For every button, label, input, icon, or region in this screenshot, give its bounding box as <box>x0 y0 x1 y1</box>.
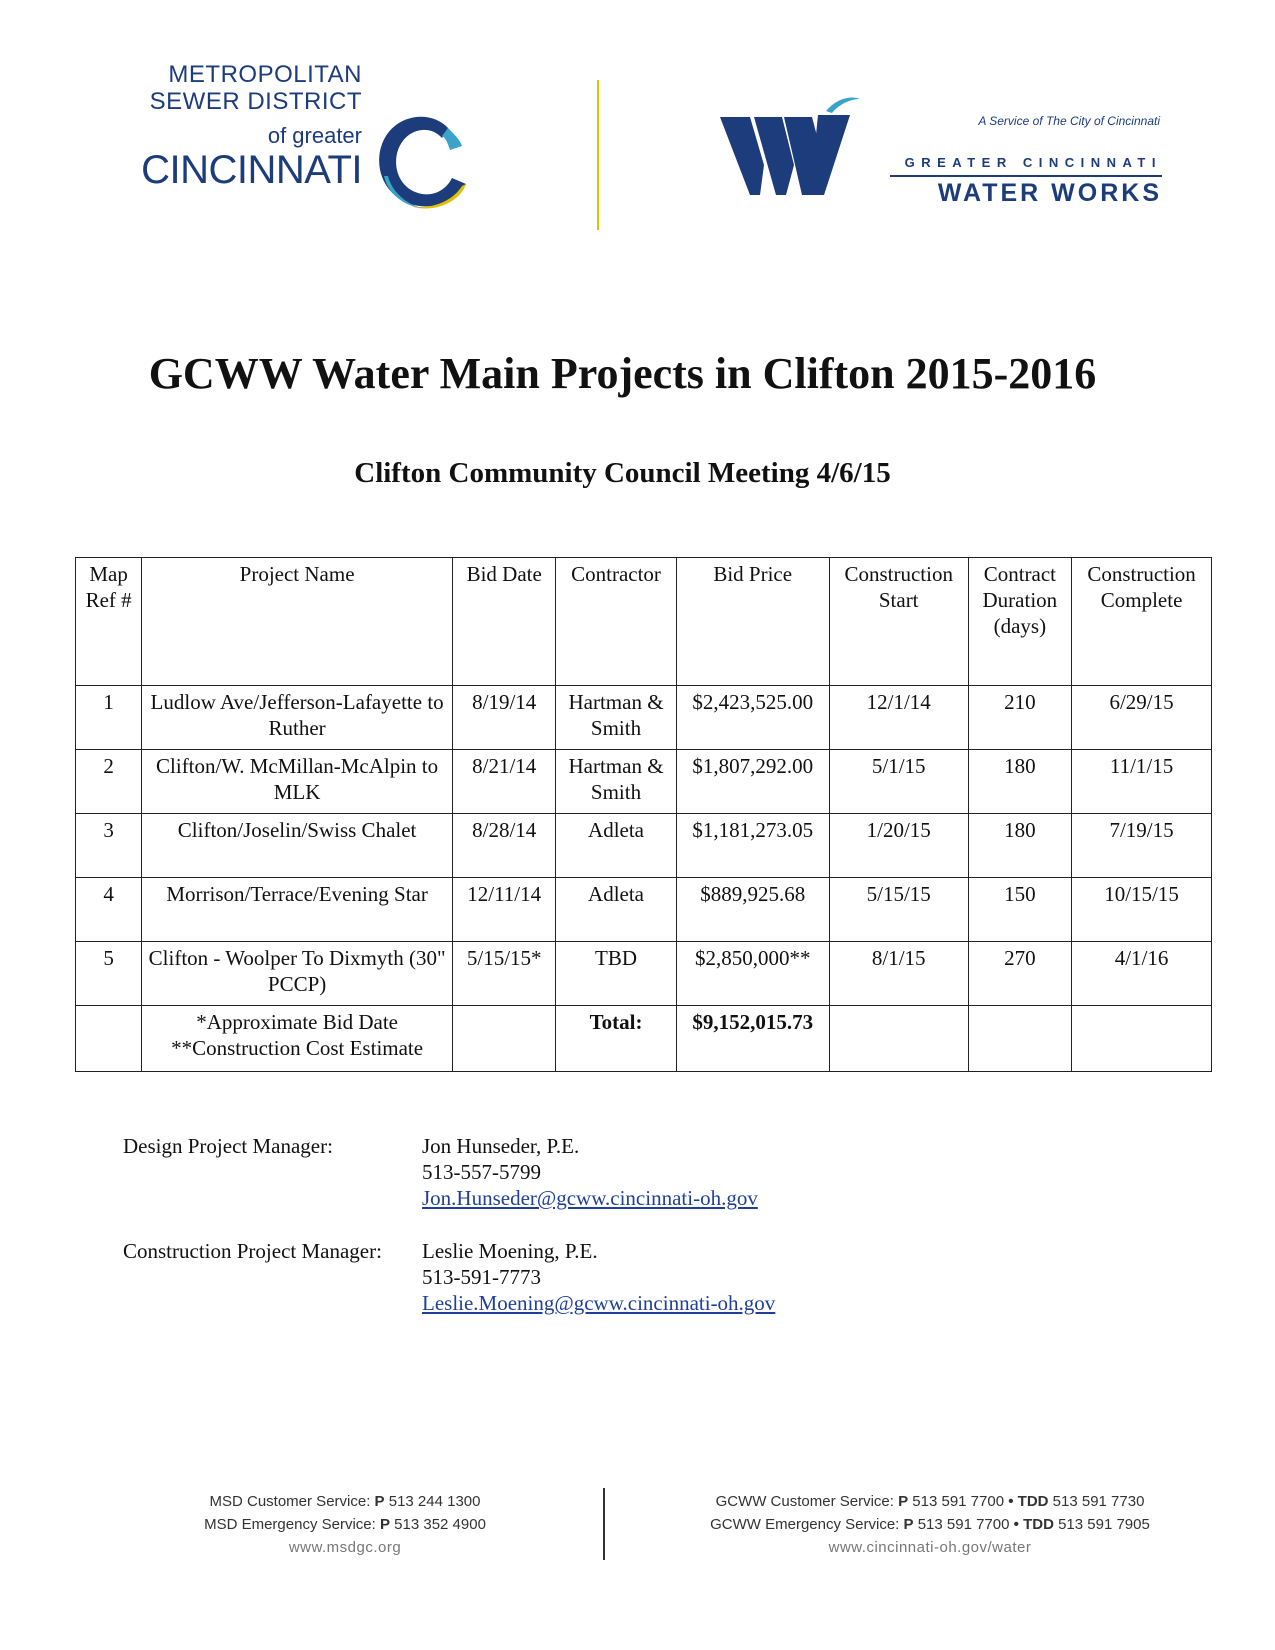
msd-c-swoosh-icon <box>370 106 470 216</box>
msd-customer-number: 513 244 1300 <box>388 1493 481 1510</box>
cell-bid-date: 12/11/14 <box>452 878 556 942</box>
cell-contract-duration: 180 <box>968 814 1072 878</box>
construction-manager-label: Construction Project Manager: <box>123 1239 382 1263</box>
construction-manager-email-link[interactable]: Leslie.Moening@gcww.cincinnati-oh.gov <box>422 1291 776 1315</box>
gcww-name-line2: WATER WORKS <box>937 179 1162 207</box>
msd-logo-line3: of greater <box>267 123 362 148</box>
cell-empty <box>76 1006 142 1072</box>
msd-website-link[interactable]: www.msdgc.org <box>288 1539 402 1556</box>
cell-project-name: Morrison/Terrace/Evening Star <box>142 878 453 942</box>
gcww-customer-service: GCWW Customer Service: P 513 591 7700 • TDD 513 591 7730 <box>715 1493 1145 1510</box>
header-construction-start: Construction Start <box>829 558 968 686</box>
msd-customer-p-label: P <box>374 1493 385 1510</box>
cell-construction-complete: 4/1/16 <box>1072 942 1212 1006</box>
design-manager-phone: 513-557-5799 <box>422 1160 541 1184</box>
msd-emergency-number: 513 352 4900 <box>394 1516 486 1533</box>
gcww-customer-tdd: 513 591 7730 <box>1052 1493 1145 1510</box>
gcww-name-line1: GREATER CINCINNATI <box>904 155 1162 170</box>
gcww-website-link[interactable]: www.cincinnati-oh.gov/water <box>828 1539 1032 1556</box>
cell-construction-complete: 10/15/15 <box>1072 878 1212 942</box>
cell-contract-duration: 180 <box>968 750 1072 814</box>
footnote-bid-date: *Approximate Bid Date <box>196 1010 398 1034</box>
total-value: $9,152,015.73 <box>676 1006 829 1072</box>
projects-table <box>75 557 1212 1072</box>
cell-empty <box>968 1006 1072 1072</box>
cell-construction-start: 1/20/15 <box>829 814 968 878</box>
gcww-name-rule <box>890 175 1162 177</box>
cell-empty <box>452 1006 556 1072</box>
cell-project-name: Clifton/W. McMillan-McAlpin to MLK <box>142 750 453 814</box>
table-row <box>76 942 1212 1006</box>
header-construction-complete: Construction Complete <box>1072 558 1212 686</box>
cell-construction-complete: 7/19/15 <box>1072 814 1212 878</box>
msd-customer-label: MSD Customer Service: <box>209 1493 371 1510</box>
cell-construction-start: 8/1/15 <box>829 942 968 1006</box>
design-manager-email-link[interactable]: Jon.Hunseder@gcww.cincinnati-oh.gov <box>422 1186 758 1210</box>
cell-bid-date: 5/15/15* <box>452 942 556 1006</box>
msd-logo-line4: CINCINNATI <box>141 148 362 192</box>
msd-customer-service <box>160 1490 530 1513</box>
header-project-name: Project Name <box>142 558 453 686</box>
msd-emergency-label: MSD Emergency Service: <box>204 1516 376 1533</box>
cell-contract-duration: 210 <box>968 686 1072 750</box>
table-total-row <box>76 1006 1212 1072</box>
cell-construction-start: 5/15/15 <box>829 878 968 942</box>
cell-contractor: Hartman & Smith <box>556 750 676 814</box>
page-subtitle: Clifton Community Council Meeting 4/6/15 <box>354 457 891 489</box>
cell-map-ref: 2 <box>76 750 142 814</box>
cell-map-ref: 5 <box>76 942 142 1006</box>
cell-bid-date: 8/28/14 <box>452 814 556 878</box>
gcww-emergency-p-label: P <box>903 1516 914 1533</box>
construction-manager-name: Leslie Moening, P.E. <box>422 1239 598 1263</box>
cell-construction-start: 5/1/15 <box>829 750 968 814</box>
msd-logo-line1: METROPOLITAN <box>168 61 362 88</box>
cell-contract-duration: 150 <box>968 878 1072 942</box>
page-title: GCWW Water Main Projects in Clifton 2015-2016 <box>148 349 1097 398</box>
msd-emergency-service <box>160 1513 530 1536</box>
gcww-w-mark-icon <box>720 95 870 205</box>
cell-contractor: Adleta <box>556 814 676 878</box>
gcww-customer-tdd-label: TDD <box>1017 1493 1049 1510</box>
cell-construction-start: 12/1/14 <box>829 686 968 750</box>
gcww-logo <box>720 95 1170 215</box>
cell-bid-date: 8/21/14 <box>452 750 556 814</box>
gcww-customer-p-label: P <box>898 1493 909 1510</box>
cell-bid-price: $889,925.68 <box>676 878 829 942</box>
table-row <box>76 686 1212 750</box>
cell-empty <box>829 1006 968 1072</box>
cell-bid-price: $1,181,273.05 <box>676 814 829 878</box>
construction-manager-contact <box>422 1238 775 1316</box>
header-contract-duration: Contract Duration (days) <box>968 558 1072 686</box>
header-divider <box>597 80 599 230</box>
cell-bid-price: $2,423,525.00 <box>676 686 829 750</box>
gcww-emergency-service: GCWW Emergency Service: P 513 591 7700 • TDD 513 591 7905 <box>710 1516 1150 1533</box>
gcww-emergency-tdd: 513 591 7905 <box>1058 1516 1150 1533</box>
msd-footer <box>160 1490 530 1559</box>
cell-map-ref: 4 <box>76 878 142 942</box>
table-row <box>76 814 1212 878</box>
msd-logo <box>112 62 487 222</box>
header-bid-date: Bid Date <box>452 558 556 686</box>
cell-construction-complete: 11/1/15 <box>1072 750 1212 814</box>
cell-project-name: Clifton - Woolper To Dixmyth (30" PCCP) <box>142 942 453 1006</box>
table-header-row <box>76 558 1212 686</box>
table-row <box>76 878 1212 942</box>
cell-contractor: Hartman & Smith <box>556 686 676 750</box>
construction-manager-phone: 513-591-7773 <box>422 1265 541 1289</box>
gcww-footer <box>690 1490 1170 1559</box>
cell-project-name: Ludlow Ave/Jefferson-Lafayette to Ruther <box>142 686 453 750</box>
cell-contract-duration: 270 <box>968 942 1072 1006</box>
cell-contractor: TBD <box>556 942 676 1006</box>
cell-bid-price: $1,807,292.00 <box>676 750 829 814</box>
header-contractor: Contractor <box>556 558 676 686</box>
footer-divider <box>603 1488 605 1560</box>
gcww-service-tagline: A Service of The City of Cincinnati <box>978 114 1160 128</box>
cell-construction-complete: 6/29/15 <box>1072 686 1212 750</box>
table-row <box>76 750 1212 814</box>
footnote-cost-estimate: **Construction Cost Estimate <box>171 1036 424 1060</box>
total-label: Total: <box>556 1006 676 1072</box>
cell-bid-date: 8/19/14 <box>452 686 556 750</box>
design-manager-contact <box>422 1133 758 1211</box>
msd-emergency-p-label: P <box>379 1516 390 1533</box>
header-map-ref: Map Ref # <box>76 558 142 686</box>
design-manager-name: Jon Hunseder, P.E. <box>422 1134 580 1158</box>
design-manager-label: Design Project Manager: <box>123 1134 333 1158</box>
cell-contractor: Adleta <box>556 878 676 942</box>
gcww-customer-number: 513 591 7700 <box>912 1493 1005 1510</box>
header-bid-price: Bid Price <box>676 558 829 686</box>
cell-map-ref: 1 <box>76 686 142 750</box>
gcww-emergency-number: 513 591 7700 <box>917 1516 1010 1533</box>
cell-footnotes <box>142 1006 453 1072</box>
cell-project-name: Clifton/Joselin/Swiss Chalet <box>142 814 453 878</box>
gcww-customer-label: GCWW Customer Service: <box>715 1493 894 1510</box>
gcww-emergency-label: GCWW Emergency Service: <box>710 1516 900 1533</box>
cell-map-ref: 3 <box>76 814 142 878</box>
cell-bid-price: $2,850,000** <box>676 942 829 1006</box>
msd-logo-line2: SEWER DISTRICT <box>149 88 362 115</box>
cell-empty <box>1072 1006 1212 1072</box>
gcww-emergency-tdd-label: TDD <box>1023 1516 1054 1533</box>
